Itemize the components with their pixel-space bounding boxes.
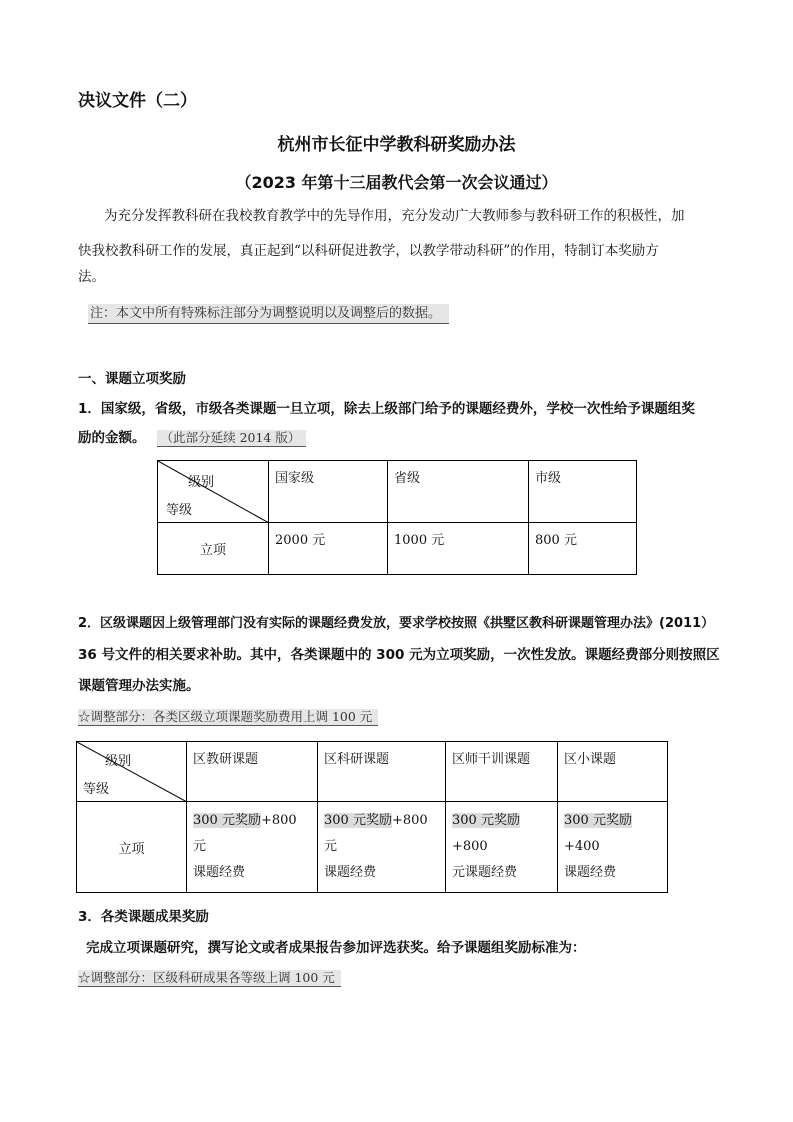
table1-diagonal-header (158, 461, 269, 523)
table2-cell-teaching-research: 300 元奖励+800 元 课题经费 (187, 802, 318, 893)
intro-paragraph-line-1: 为充分发挥教科研在我校教育教学中的先导作用，充分发动广大教师参与教科研工作的积极性，加 (104, 208, 685, 224)
table2-diagonal-header (77, 742, 187, 802)
table2-header-teacher-training: 区师干训课题 (446, 742, 558, 802)
table2-header-science-research: 区科研课题 (318, 742, 446, 802)
item2-line-2: 36 号文件的相关要求补助。其中，各类课题中的 300 元为立项奖励，一次性发放。课题经费部分则按照区 (78, 647, 720, 663)
table2-header-teaching-research: 区教研课题 (187, 742, 318, 802)
item3-adjustment-note: ☆调整部分：区级科研成果各等级上调 100 元 (78, 967, 341, 986)
table1-row-label: 立项 (158, 523, 269, 575)
intro-paragraph-line-2: 快我校教科研工作的发展，真正起到“以科研促进教学，以教学带动科研”的作用，特制订本奖励方 (78, 243, 659, 259)
document-subtitle: （2023 年第十三届教代会第一次会议通过） (235, 173, 558, 192)
table2-header-small-project: 区小课题 (558, 742, 668, 802)
table1-cell-city: 800 元 (529, 523, 637, 575)
document-label: 决议文件（二） (78, 91, 197, 111)
table1-diag-top: 级别 (188, 475, 215, 490)
table1-cell-national: 2000 元 (269, 523, 388, 575)
table-project-rewards-national (157, 460, 637, 575)
table2-diag-bottom: 等级 (83, 782, 110, 797)
table1-diag-bottom: 等级 (166, 503, 193, 518)
section-heading-1: 一、课题立项奖励 (78, 371, 186, 387)
item2-line-3: 课题管理办法实施。 (78, 678, 200, 694)
intro-paragraph-line-3: 法。 (78, 269, 105, 285)
item2-line-1: 2．区级课题因上级管理部门没有实际的课题经费发放，要求学校按照《拱墅区教科研课题管理办法》(2011） (78, 616, 715, 631)
item2-adjustment-note: ☆调整部分：各类区级立项课题奖励费用上调 100 元 (78, 706, 378, 725)
item1-line-2: 励的金额。 （此部分延续 2014 版） (78, 426, 306, 446)
table2-row-label: 立项 (77, 802, 187, 893)
table2-cell-teacher-training: 300 元奖励+800 元课题经费 (446, 802, 558, 893)
table1-header-city: 市级 (529, 461, 637, 523)
table-project-rewards-district (76, 741, 668, 893)
table1-cell-provincial: 1000 元 (388, 523, 529, 575)
item1-line-1: 1．国家级，省级，市级各类课题一旦立项，除去上级部门给予的课题经费外，学校一次性给予课题组奖 (78, 401, 695, 417)
table2-cell-small-project: 300 元奖励+400 课题经费 (558, 802, 668, 893)
table1-header-provincial: 省级 (388, 461, 529, 523)
table2-cell-science-research: 300 元奖励+800 元 课题经费 (318, 802, 446, 893)
document-title: 杭州市长征中学教科研奖励办法 (277, 135, 516, 155)
table1-header-national: 国家级 (269, 461, 388, 523)
table2-diag-top: 级别 (105, 754, 132, 769)
item3-heading: 3．各类课题成果奖励 (78, 909, 209, 925)
intro-note: 注：本文中所有特殊标注部分为调整说明以及调整后的数据。 (88, 302, 449, 321)
item3-text: 完成立项课题研究，撰写论文或者成果报告参加评选获奖。给予课题组奖励标准为： (86, 940, 586, 956)
